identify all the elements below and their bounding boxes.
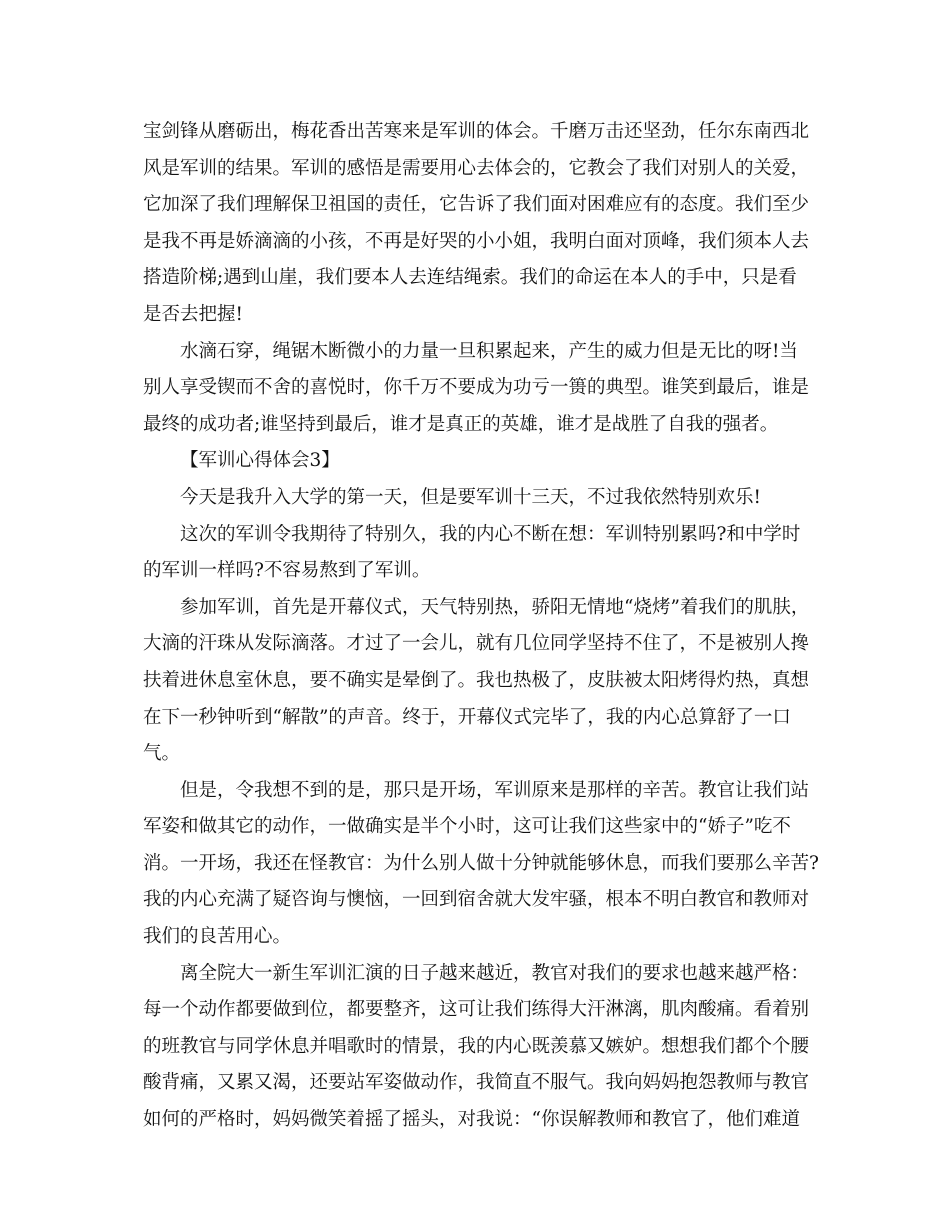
text-line: 宝剑锋从磨砺出，梅花香出苦寒来是军训的体会。千磨万击还坚劲，任尔东南西北 (143, 121, 810, 142)
text-line: 最终的成功者;谁坚持到最后，谁才是真正的英雄，谁才是战胜了自我的强者。 (143, 413, 779, 435)
document-body (143, 114, 819, 1139)
text-line: 酸背痛，又累又渴，还要站军姿做动作，我简直不服气。我向妈妈抱怨教师与教官 (143, 1072, 810, 1094)
text-line: 这次的军训令我期待了特别久，我的内心不断在想：军训特别累吗?和中学时 (180, 523, 801, 545)
text-line: 我们的良苦用心。 (143, 926, 292, 948)
text-line: 水滴石穿，绳锯木断微小的力量一旦积累起来，产生的威力但是无比的呀!当 (180, 340, 798, 362)
text-line: 是我不再是娇滴滴的小孩，不再是好哭的小小姐，我明白面对顶峰，我们须本人去 (143, 230, 810, 252)
text-line: 它加深了我们理解保卫祖国的责任，它告诉了我们面对困难应有的态度。我们至少 (143, 194, 810, 216)
text-line: 的军训一样吗?不容易熬到了军训。 (143, 560, 431, 582)
text-line: 搭造阶梯;遇到山崖，我们要本人去连结绳索。我们的命运在本人的手中，只是看 (143, 267, 797, 289)
text-line: 大滴的汗珠从发际滴落。才过了一会儿，就有几位同学坚持不住了，不是被别人搀 (143, 633, 810, 655)
text-line: 我的内心充满了疑咨询与懊恼，一回到宿舍就大发牢骚，根本不明白教官和教师对 (143, 889, 810, 911)
text-line: 离全院大一新生军训汇演的日子越来越近，教官对我们的要求也越来越严格： (180, 962, 810, 984)
section-heading: 【军训心得体会3】 (180, 450, 340, 472)
text-line: 气。 (143, 743, 181, 765)
text-line: 的班教官与同学休息并唱歌时的情景，我的内心既羡慕又嫉妒。想想我们都个个腰 (143, 1035, 810, 1057)
text-line: 消。一开场，我还在怪教官：为什么别人做十分钟就能够休息，而我们要那么辛苦? (143, 852, 819, 874)
text-line: 是否去把握! (143, 303, 243, 325)
text-line: 参加军训，首先是开幕仪式，天气特别热，骄阳无情地“烧烤”着我们的肌肤， (180, 596, 810, 618)
text-line: 别人享受锲而不舍的喜悦时，你千万不要成为功亏一篑的典型。谁笑到最后，谁是 (143, 377, 810, 399)
text-line: 在下一秒钟听到“解散”的声音。终于，开幕仪式完毕了，我的内心总算舒了一口 (143, 706, 791, 728)
text-line: 但是，令我想不到的是，那只是开场，军训原来是那样的辛苦。教官让我们站 (180, 779, 810, 801)
text-line: 军姿和做其它的动作，一做确实是半个小时，这可让我们这些家中的“娇子”吃不 (143, 816, 791, 838)
text-line: 今天是我升入大学的第一天，但是要军训十三天，不过我依然特别欢乐! (180, 486, 761, 508)
text-line: 如何的严格时，妈妈微笑着摇了摇头，对我说：“你误解教师和教官了，他们难道 (143, 1109, 800, 1131)
text-line: 每一个动作都要做到位，都要整齐，这可让我们练得大汗淋漓，肌肉酸痛。看着别 (143, 999, 810, 1021)
text-line: 风是军训的结果。军训的感悟是需要用心去体会的，它教会了我们对别人的关爱， (143, 157, 810, 179)
text-line: 扶着进休息室休息，要不确实是晕倒了。我也热极了，皮肤被太阳烤得灼热，真想 (143, 669, 810, 691)
